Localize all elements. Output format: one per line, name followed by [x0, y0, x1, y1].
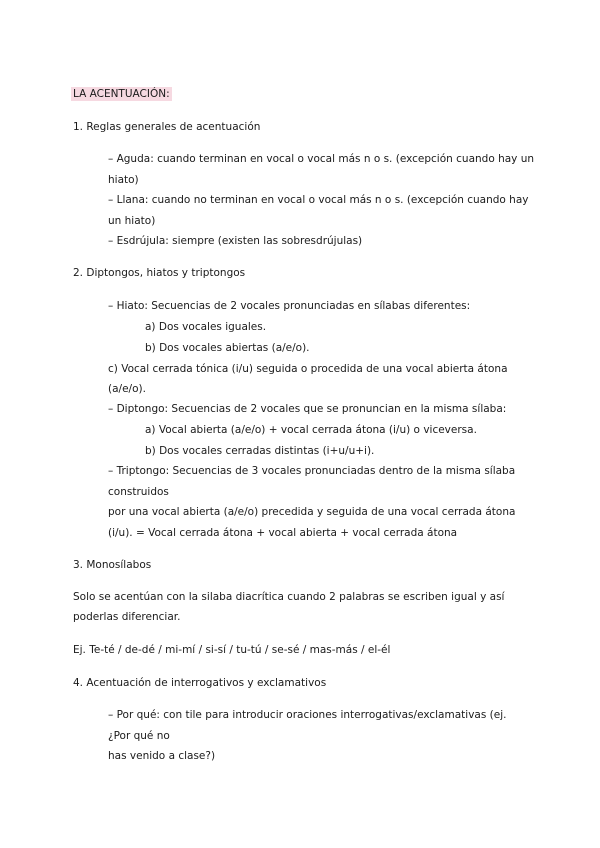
triptongo-line-4: (i/u). = Vocal cerrada átona + vocal abierta + vocal cerrada átona [108, 527, 458, 539]
esdrujula-rule: – Esdrújula: siempre (existen las sobresdrújulas) [108, 235, 363, 247]
section-4-heading: 4. Acentuación de interrogativos y exclamativos [73, 677, 327, 689]
hiato-item-c-line-2: (a/e/o). [108, 383, 146, 395]
monosilabos-example: Ej. Te-té / de-dé / mi-mí / si-sí / tu-tú / se-sé / mas-más / el-él [73, 644, 391, 656]
section-2-heading: 2. Diptongos, hiatos y triptongos [73, 267, 246, 279]
por-que-line-3: has venido a clase?) [108, 750, 216, 762]
section-3-heading: 3. Monosílabos [73, 559, 152, 571]
triptongo-line-2: construidos [108, 486, 169, 498]
section-1-heading: 1. Reglas generales de acentuación [73, 121, 261, 133]
hiato-item-c-line-1: c) Vocal cerrada tónica (i/u) seguida o procedida de una vocal abierta átona [108, 363, 508, 375]
por-que-line-2: ¿Por qué no [108, 730, 170, 742]
llana-rule-line-1: – Llana: cuando no terminan en vocal o vocal más n o s. (excepción cuando hay [108, 194, 529, 206]
triptongo-line-3: por una vocal abierta (a/e/o) precedida y seguida de una vocal cerrada átona [108, 506, 516, 518]
diptongo-definition: – Diptongo: Secuencias de 2 vocales que se pronuncian en la misma sílaba: [108, 403, 507, 415]
aguda-rule-line-2: hiato) [108, 174, 139, 186]
document-title: LA ACENTUACIÓN: [73, 88, 170, 100]
aguda-rule-line-1: – Aguda: cuando terminan en vocal o vocal más n o s. (excepción cuando hay un [108, 153, 535, 165]
hiato-definition: – Hiato: Secuencias de 2 vocales pronunciadas en sílabas diferentes: [108, 300, 471, 312]
hiato-item-b: b) Dos vocales abiertas (a/e/o). [145, 342, 310, 354]
monosilabos-text-line-2: poderlas diferenciar. [73, 611, 181, 623]
diptongo-item-a: a) Vocal abierta (a/e/o) + vocal cerrada átona (i/u) o viceversa. [145, 424, 477, 436]
triptongo-line-1: – Triptongo: Secuencias de 3 vocales pronunciadas dentro de la misma sílaba [108, 465, 516, 477]
monosilabos-text-line-1: Solo se acentúan con la silaba diacrítica cuando 2 palabras se escriben igual y así [73, 591, 505, 603]
diptongo-item-b: b) Dos vocales cerradas distintas (i+u/u+i). [145, 445, 375, 457]
llana-rule-line-2: un hiato) [108, 215, 156, 227]
hiato-item-a: a) Dos vocales iguales. [145, 321, 267, 333]
por-que-line-1: – Por qué: con tile para introducir oraciones interrogativas/exclamativas (ej. [108, 709, 507, 721]
